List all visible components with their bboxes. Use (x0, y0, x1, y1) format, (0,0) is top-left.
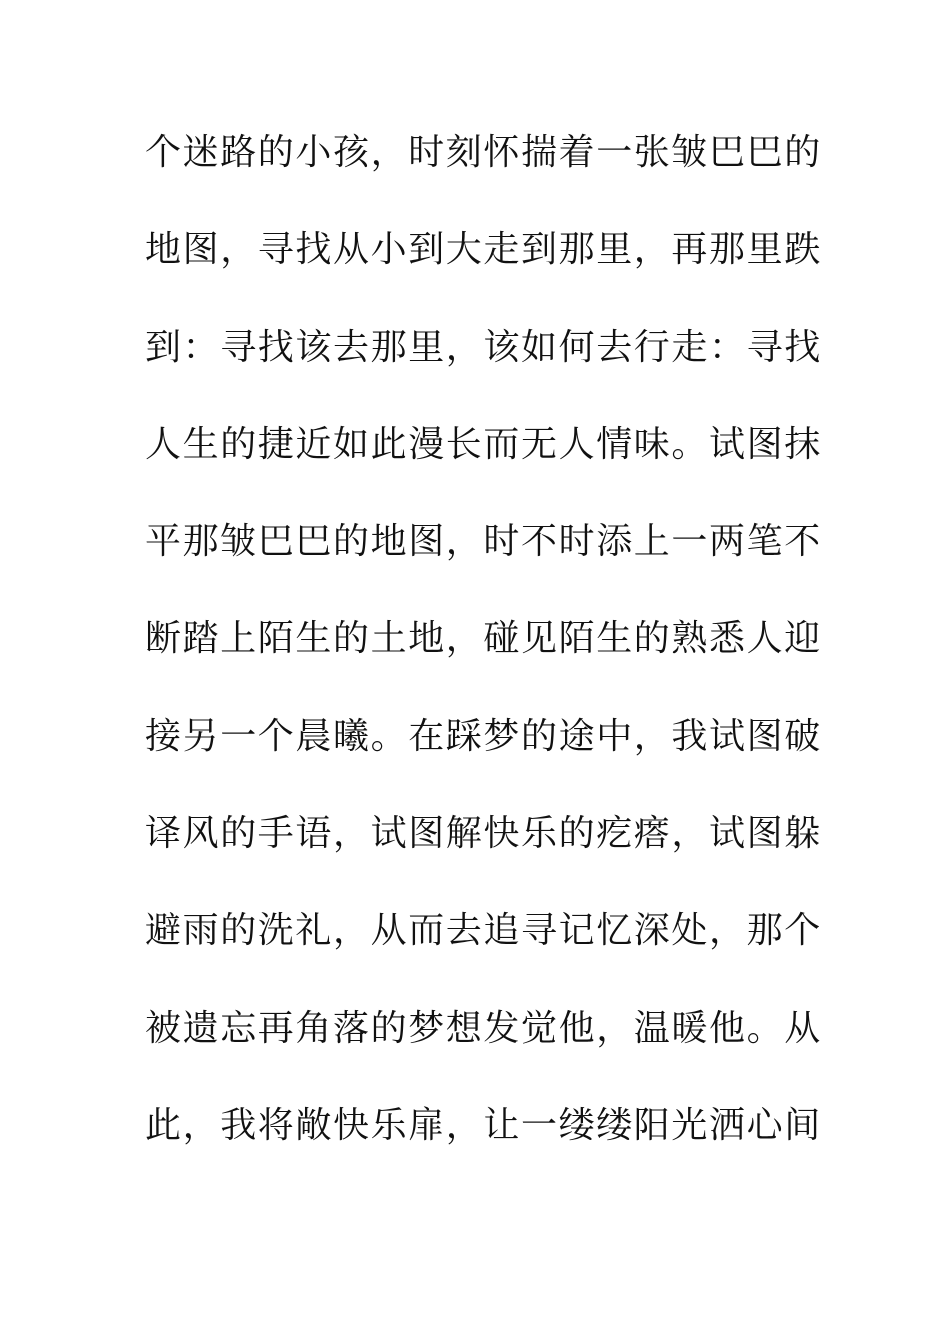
text-line: 断踏上陌生的土地，碰见陌生的熟悉人迎 (145, 618, 822, 660)
text-line: 接另一个晨曦。在踩梦的途中，我试图破 (145, 715, 822, 757)
text-line: 人生的捷近如此漫长而无人情味。试图抹 (145, 423, 822, 465)
text-line: 到：寻找该去那里，该如何去行走：寻找 (145, 326, 822, 368)
text-line: 被遗忘再角落的梦想发觉他，温暖他。从 (145, 1007, 822, 1049)
text-line: 个迷路的小孩，时刻怀揣着一张皱巴巴的 (145, 132, 822, 173)
body-text (145, 128, 822, 1198)
text-line: 译风的手语，试图解快乐的疙瘩，试图躲 (145, 813, 822, 855)
text-line: 平那皱巴巴的地图，时不时添上一两笔不 (145, 521, 822, 563)
text-line: 避雨的洗礼，从而去追寻记忆深处，那个 (145, 910, 822, 952)
text-line: 此，我将敞快乐扉，让一缕缕阳光洒心间 (145, 1104, 822, 1146)
text-line: 地图，寻找从小到大走到那里，再那里跌 (145, 229, 822, 271)
